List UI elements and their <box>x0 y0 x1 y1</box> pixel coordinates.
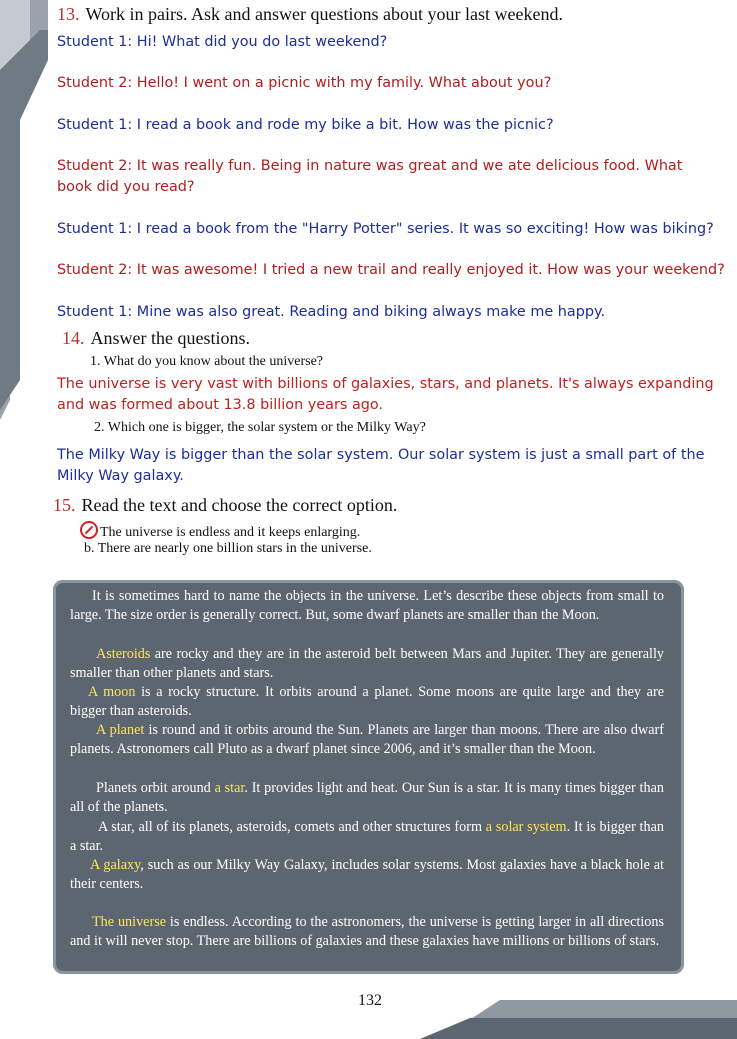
task-15-instruction: Read the text and choose the correct option. <box>81 495 398 515</box>
dialogue-line-5: Student 1: I read a book from the "Harry Potter" series. It was so exciting! How was biking? <box>57 221 714 237</box>
term-planet: A planet <box>96 722 145 738</box>
circled-answer-icon <box>80 521 98 539</box>
reading-paragraph-5: Planets orbit around a star. It provides light and heat. Our Sun is a star. It is many times bigger than all of the planets. <box>70 780 664 815</box>
dialogue-line-7: Student 1: Mine was also great. Reading and biking always make me happy. <box>57 304 606 320</box>
option-a[interactable] <box>80 521 360 541</box>
answer-2: The Milky Way is bigger than the solar system. Our solar system is just a small part of the Milky Way galaxy. <box>57 447 705 484</box>
dialogue-line-3: Student 1: I read a book and rode my bike a bit. How was the picnic? <box>57 117 554 133</box>
option-b[interactable]: b. There are nearly one billion stars in the universe. <box>84 541 372 556</box>
question-2: 2. Which one is bigger, the solar system or the Milky Way? <box>94 420 426 435</box>
reading-paragraph-6: A star, all of its planets, asteroids, comets and other structures form a solar system. It is bigger than a star. <box>70 819 664 854</box>
dialogue-line-4: Student 2: It was really fun. Being in nature was great and we ate delicious food. What book did you read? <box>57 158 683 195</box>
answer-1: The universe is very vast with billions of galaxies, stars, and planets. It's always expanding and was formed about 13.8 billion years ago. <box>57 376 714 413</box>
dialogue-line-6: Student 2: It was awesome! I tried a new trail and really enjoyed it. How was your weekend? <box>57 262 725 278</box>
term-solar-system: a solar system <box>485 819 567 835</box>
reading-paragraph-7: A galaxy, such as our Milky Way Galaxy, includes solar systems. Most galaxies have a black hole at their centers. <box>70 857 664 892</box>
task-15-number: 15. <box>53 495 76 515</box>
term-moon: A moon <box>88 684 136 700</box>
dialogue-line-2: Student 2: Hello! I went on a picnic with my family. What about you? <box>57 75 552 91</box>
task-14-heading <box>62 328 250 349</box>
question-1: 1. What do you know about the universe? <box>90 354 324 369</box>
page-number: 132 <box>358 992 382 1009</box>
task-13-number: 13. <box>57 4 80 24</box>
term-universe: The universe <box>92 914 167 930</box>
task-14-instruction: Answer the questions. <box>90 328 250 348</box>
reading-paragraph-4: A planet is round and it orbits around the Sun. Planets are larger than moons. There are also dwarf planets. Astronomers call Pluto as a dwarf planet since 2006, and it’s smaller than the Moon. <box>70 722 664 757</box>
task-14-number: 14. <box>62 328 85 348</box>
reading-paragraph-2: Asteroids are rocky and they are in the asteroid belt between Mars and Jupiter. They are generally smaller than other planets and stars. <box>70 646 664 681</box>
task-15-heading <box>53 495 397 516</box>
reading-paragraph-1: It is sometimes hard to name the objects in the universe. Let’s describe these objects from small to large. The size order is generally correct. But, some dwarf planets are smaller than the Moon. <box>70 588 664 623</box>
option-a-text: The universe is endless and it keeps enlarging. <box>100 525 361 540</box>
reading-paragraph-8: The universe is endless. According to the astronomers, the universe is getting larger in all directions and it will never stop. There are billions of galaxies and these galaxies have millions or billions of stars. <box>70 914 664 949</box>
reading-paragraph-3: A moon is a rocky structure. It orbits around a planet. Some moons are quite large and they are bigger than asteroids. <box>70 684 665 719</box>
term-galaxy: A galaxy <box>90 857 141 873</box>
dialogue-line-1: Student 1: Hi! What did you do last weekend? <box>57 34 388 50</box>
term-asteroids: Asteroids <box>96 646 151 662</box>
task-13-instruction: Work in pairs. Ask and answer questions about your last weekend. <box>85 4 563 24</box>
task-13-heading <box>57 4 563 25</box>
term-star: a star <box>214 780 245 796</box>
